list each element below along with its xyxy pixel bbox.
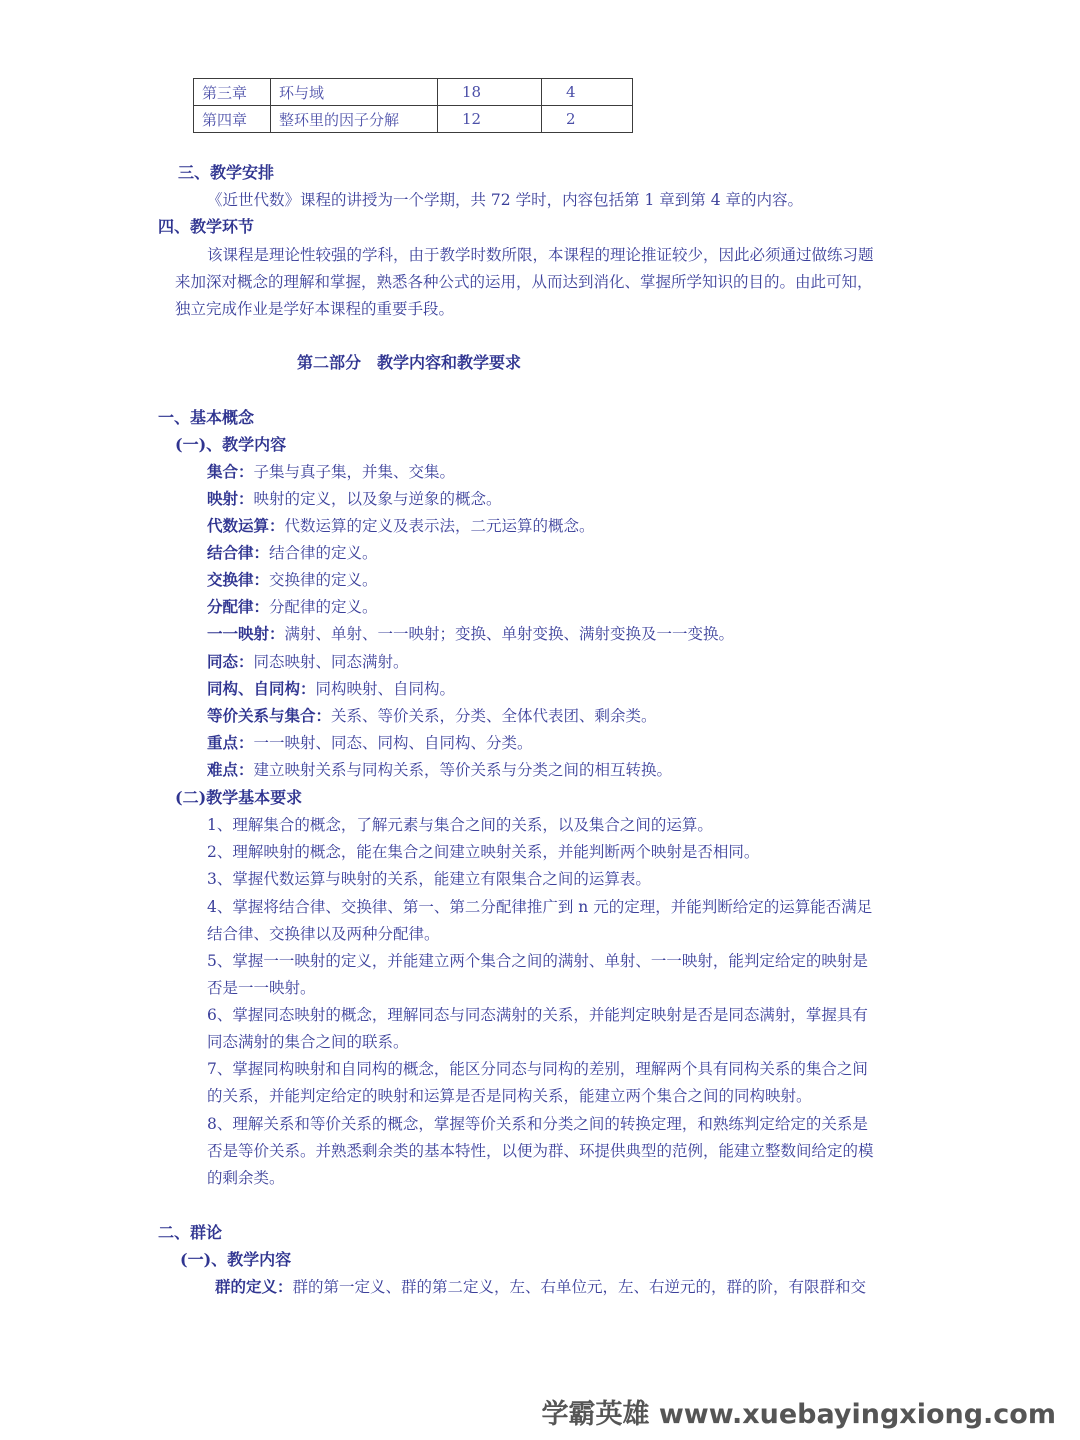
concept-term: 等价关系与集合： [207,706,332,725]
concept-term: 难点： [207,760,254,779]
concept-desc: 一一映射、同态、同构、自同构、分类。 [253,734,533,752]
concept-desc: 同态映射、同态满射。 [253,653,409,671]
concept-term: 一一映射： [207,624,285,643]
concept-item [215,1276,866,1298]
requirement-line: 8、理解关系和等价关系的概念，掌握等价关系和分类之间的转换定理，和熟练判定给定的关系是 [207,1115,868,1133]
requirement-line: 否是等价关系。并熟悉剩余类的基本特性，以便为群、环提供典型的范例，能建立整数间给定的模 [207,1142,874,1160]
part-title: 第二部分 教学内容和教学要求 [297,353,522,372]
concept-desc: 满射、单射、一一映射；变换、单射变换、满射变换及一一变换。 [284,625,735,643]
paragraph-line: 该课程是理论性较强的学科，由于教学时数所限，本课程的理论推证较少，因此必须通过做练习题 [207,246,874,264]
concept-desc: 分配律的定义。 [269,598,378,616]
table-cell: 2 [542,106,633,133]
concept-term: 集合： [207,462,254,481]
requirement-line: 5、掌握一一映射的定义，并能建立两个集合之间的满射、单射、一一映射，能判定给定的映射是 [207,952,868,970]
table-cell: 第四章 [194,106,271,133]
requirement-line: 否是一一映射。 [207,979,316,997]
table-cell: 整环里的因子分解 [271,106,438,133]
requirement-line: 的关系，并能判定给定的映射和运算是否是同构关系，能建立两个集合之间的同构映射。 [207,1087,812,1105]
concept-desc: 群的第一定义、群的第二定义，左、右单位元，左、右逆元的，群的阶，有限群和交 [292,1278,867,1296]
requirement-line: 4、掌握将结合律、交换律、第一、第二分配律推广到 n 元的定理，并能判断给定的运算能否满足 [207,898,873,916]
concept-desc: 子集与真子集，并集、交集。 [253,463,456,481]
table-cell: 第三章 [194,79,271,106]
requirement-line: 7、掌握同构映射和自同构的概念，能区分同态与同构的差别，理解两个具有同构关系的集合之间 [207,1060,868,1078]
requirement-line: 2、理解映射的概念，能在集合之间建立映射关系，并能判断两个映射是否相同。 [207,843,760,861]
concept-term: 映射： [207,489,254,508]
table-row [194,79,633,106]
section-heading: 一、基本概念 [158,408,255,427]
paragraph-line: 来加深对概念的理解和掌握，熟悉各种公式的运用，从而达到消化、掌握所学知识的目的。由此可知， [175,273,873,291]
concept-item [207,461,455,483]
subsection-heading: (一)、教学内容 [180,1250,292,1269]
table-row [194,106,633,133]
concept-desc: 代数运算的定义及表示法，二元运算的概念。 [284,517,595,535]
concept-desc: 建立映射关系与同构关系，等价关系与分类之间的相互转换。 [253,761,673,779]
site-watermark: 学霸英雄 www.xuebayingxiong.com [541,1399,1056,1430]
concept-term: 代数运算： [207,516,285,535]
concept-item [207,678,455,700]
concept-item [207,569,378,591]
requirement-line: 3、掌握代数运算与映射的关系，能建立有限集合之间的运算表。 [207,870,651,888]
concept-term: 群的定义： [215,1277,293,1296]
concept-desc: 交换律的定义。 [269,571,378,589]
paragraph-line: 独立完成作业是学好本课程的重要手段。 [175,300,455,318]
concept-desc: 关系、等价关系，分类、全体代表团、剩余类。 [331,707,657,725]
requirement-line: 同态满射的集合之间的联系。 [207,1033,409,1051]
requirement-line: 6、掌握同态映射的概念，理解同态与同态满射的关系，并能判定映射是否是同态满射，掌握具有 [207,1006,868,1024]
concept-item [207,596,378,618]
section-heading: 三、教学安排 [178,163,275,182]
subsection-heading: (二)教学基本要求 [175,788,303,807]
concept-desc: 同构映射、自同构。 [315,680,456,698]
concept-item [207,623,734,645]
concept-desc: 结合律的定义。 [269,544,378,562]
subsection-heading: (一)、教学内容 [175,435,287,454]
concept-item [207,542,378,564]
concept-item [207,705,657,727]
concept-term: 分配律： [207,597,270,616]
section-heading: 二、群论 [158,1223,223,1242]
concept-term: 交换律： [207,570,270,589]
requirement-line: 1、理解集合的概念，了解元素与集合之间的关系，以及集合之间的运算。 [207,816,713,834]
concept-item [207,759,672,781]
concept-item [207,732,533,754]
concept-item [207,488,502,510]
concept-term: 同态： [207,652,254,671]
table-cell: 4 [542,79,633,106]
concept-term: 结合律： [207,543,270,562]
concept-term: 重点： [207,733,254,752]
paragraph-line: 《近世代数》课程的讲授为一个学期，共 72 学时，内容包括第 1 章到第 4 章的内容。 [207,191,804,209]
table-cell: 环与域 [271,79,438,106]
concept-item [207,651,409,673]
requirement-line: 的剩余类。 [207,1169,285,1187]
concept-desc: 映射的定义，以及象与逆象的概念。 [253,490,502,508]
chapter-hours-table [193,78,633,133]
section-heading: 四、教学环节 [158,217,255,236]
concept-item [207,515,595,537]
table-cell: 18 [438,79,542,106]
table-cell: 12 [438,106,542,133]
requirement-line: 结合律、交换律以及两种分配律。 [207,925,440,943]
concept-term: 同构、自同构： [207,679,316,698]
